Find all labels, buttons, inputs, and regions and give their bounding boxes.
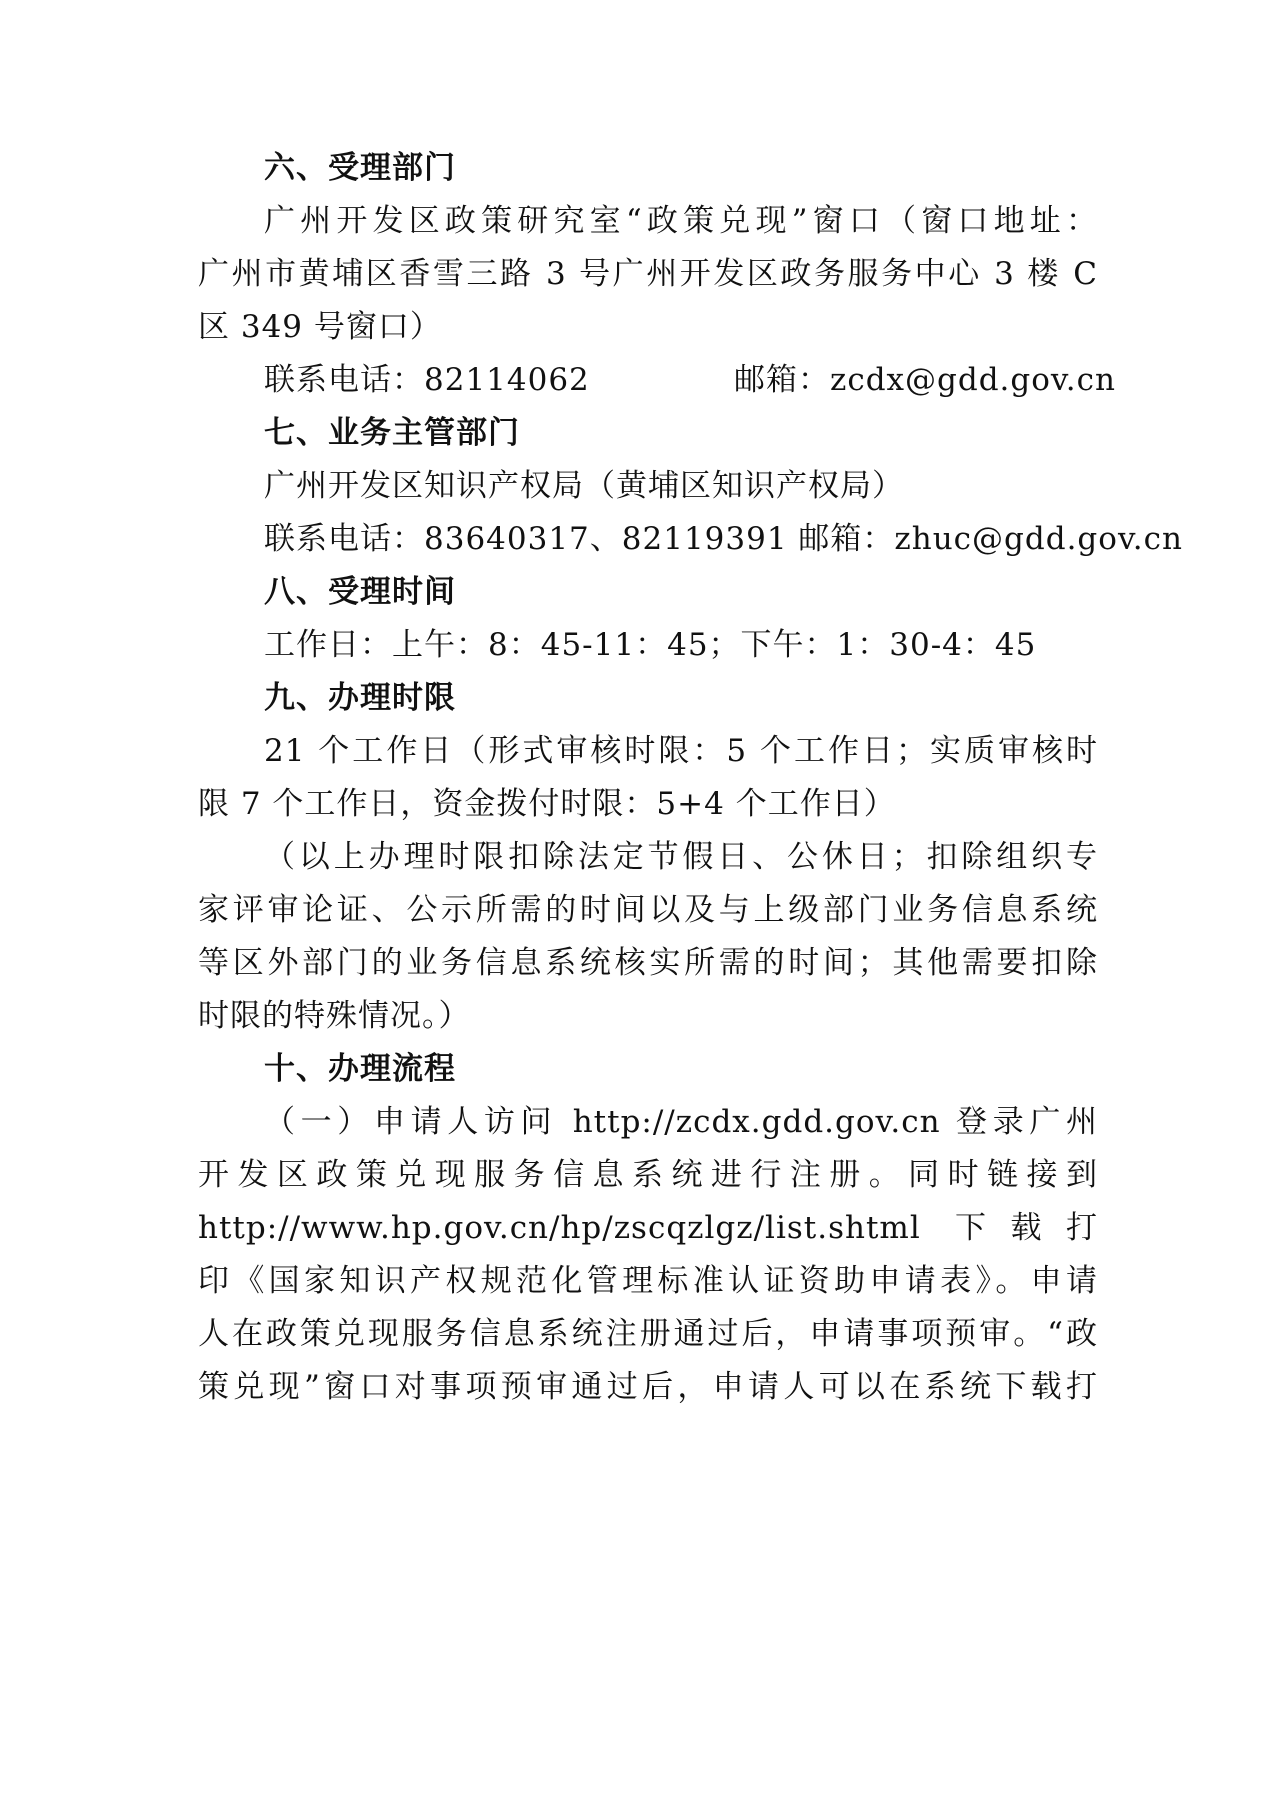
paragraph-line: 区 349 号窗口） [198,309,442,345]
paragraph-line: （以上办理时限扣除法定节假日、公休日；扣除组织专 [264,839,1098,875]
paragraph-line: 联系电话：83640317、82119391 邮箱：zhuc@gdd.gov.cn [264,521,1183,557]
section-heading-six: 六、受理部门 [264,150,456,186]
section-heading-nine: 九、办理时限 [264,680,456,716]
paragraph-line: 时限的特殊情况。） [198,998,471,1034]
section-heading-seven: 七、业务主管部门 [264,415,520,451]
section-heading-ten: 十、办理流程 [264,1051,456,1087]
contact-row [264,360,1116,400]
paragraph-line: 广州开发区政策研究室“政策兑现”窗口（窗口地址： [264,203,1098,239]
paragraph-line: 家评审论证、公示所需的时间以及与上级部门业务信息系统 [198,892,1098,928]
paragraph-line: 策兑现”窗口对事项预审通过后，申请人可以在系统下载打 [198,1369,1098,1405]
paragraph-line: 广州开发区知识产权局（黄埔区知识产权局） [264,468,904,504]
paragraph-line: 人在政策兑现服务信息系统注册通过后，申请事项预审。“政 [198,1316,1098,1352]
paragraph-line: 等区外部门的业务信息系统核实所需的时间；其他需要扣除 [198,945,1098,981]
email-text: 邮箱：zcdx@gdd.gov.cn [734,362,1116,398]
paragraph-line: （一）申请人访问 http://zcdx.gdd.gov.cn 登录广州 [264,1104,1098,1140]
paragraph-line: 工作日：上午：8：45-11：45；下午：1：30-4：45 [264,627,1037,663]
paragraph-line: http://www.hp.gov.cn/hp/zscqzlgz/list.shtml 下载打 [198,1210,1098,1246]
paragraph-line: 开发区政策兑现服务信息系统进行注册。同时链接到 [198,1157,1098,1193]
paragraph-line: 限 7 个工作日，资金拨付时限：5+4 个工作日） [198,786,896,822]
paragraph-line: 印《国家知识产权规范化管理标准认证资助申请表》。申请 [198,1263,1098,1299]
paragraph-line: 广州市黄埔区香雪三路 3 号广州开发区政务服务中心 3 楼 C [198,256,1098,292]
phone-text: 联系电话：82114062 [264,362,590,398]
section-heading-eight: 八、受理时间 [264,574,456,610]
paragraph-line: 21 个工作日（形式审核时限：5 个工作日；实质审核时 [264,733,1098,769]
